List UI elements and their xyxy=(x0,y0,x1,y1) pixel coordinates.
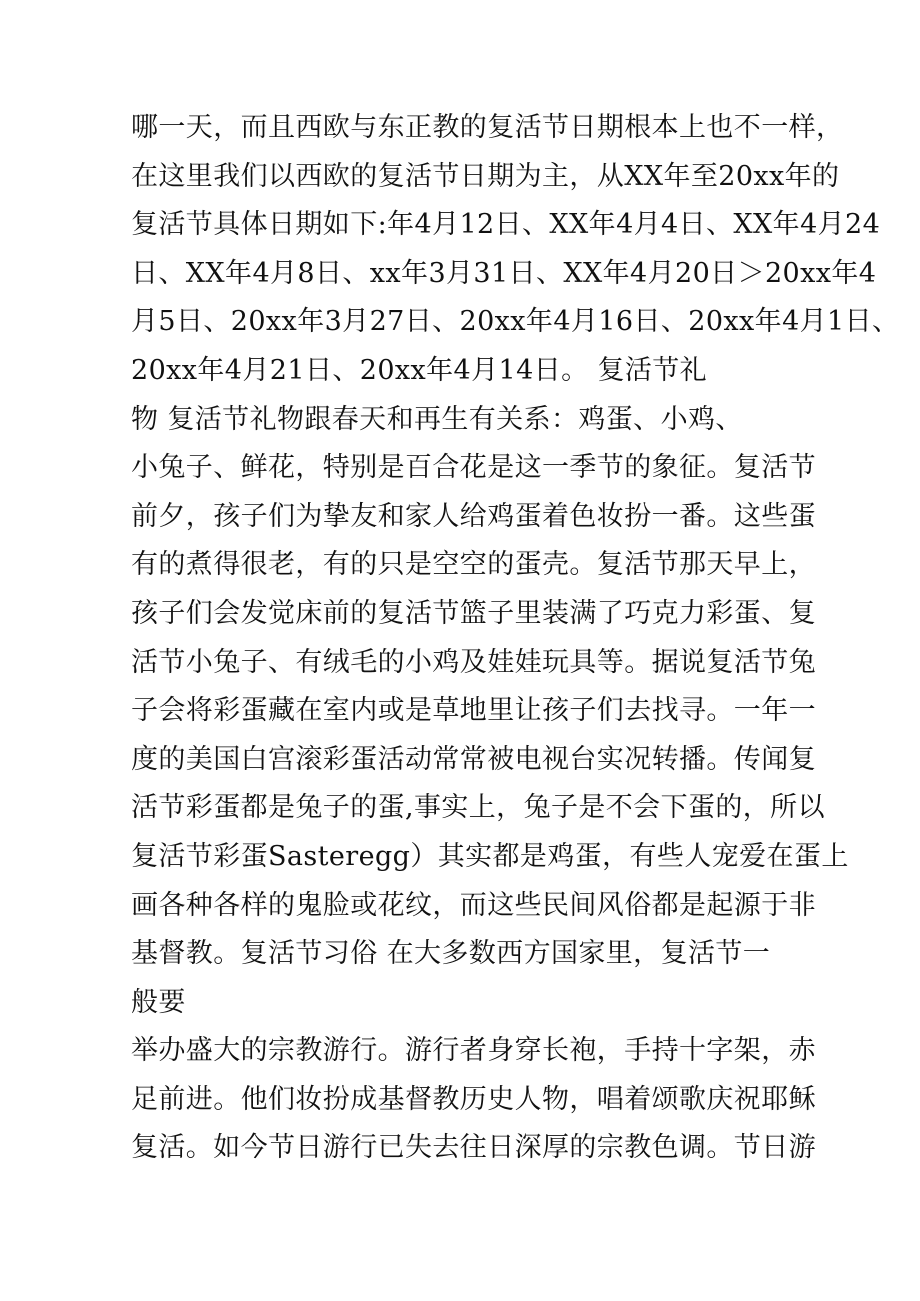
text-line: 在这里我们以西欧的复活节日期为主，从XX年至20xx年的 xyxy=(131,160,840,192)
text-line: 般要 xyxy=(131,986,186,1018)
body-text xyxy=(131,104,900,1173)
text-line: 有的煮得很老，有的只是空空的蛋壳。复活节那天早上， xyxy=(131,549,816,581)
text-line: 子会将彩蛋藏在室内或是草地里让孩子们去找寻。一年一 xyxy=(131,695,816,727)
text-line: 活节彩蛋都是兔子的蛋,事实上，兔子是不会下蛋的，所以 xyxy=(131,792,825,824)
text-line: 复活。如今节日游行已失去往日深厚的宗教色调。节日游 xyxy=(131,1132,816,1164)
text-line: 前夕，孩子们为挚友和家人给鸡蛋着色妆扮一番。这些蛋 xyxy=(131,500,816,532)
text-line: 哪一天，而且西欧与东正教的复活节日期根本上也不一样， xyxy=(131,112,844,143)
text-line: 复活节彩蛋Sasteregg）其实都是鸡蛋，有些人宠爱在蛋上 xyxy=(131,840,849,872)
text-line: 举办盛大的宗教游行。游行者身穿长袍，手持十字架，赤 xyxy=(131,1035,816,1067)
text-line: 度的美国白宫滚彩蛋活动常常被电视台实况转播。传闻复 xyxy=(131,743,816,775)
text-line: 20xx年4月21日、20xx年4月14日。 复活节礼 xyxy=(131,354,708,386)
text-line: 月5日、20xx年3月27日、20xx年4月16日、20xx年4月1日、 xyxy=(131,306,900,338)
text-line: 日、XX年4月8日、xx年3月31日、XX年4月20日＞20xx年4 xyxy=(131,257,877,289)
text-line: 孩子们会发觉床前的复活节篮子里装满了巧克力彩蛋、复 xyxy=(131,597,816,629)
text-line: 小兔子、鲜花，特别是百合花是这一季节的象征。复活节 xyxy=(131,452,816,484)
text-line: 活节小兔子、有绒毛的小鸡及娃娃玩具等。据说复活节兔 xyxy=(131,646,816,678)
text-line: 复活节具体日期如下:年4月12日、XX年4月4日、XX年4月24 xyxy=(131,209,881,241)
text-line: 基督教。复活节习俗 在大多数西方国家里，复活节一 xyxy=(131,938,771,970)
text-line: 画各种各样的鬼脸或花纹，而这些民间风俗都是起源于非 xyxy=(131,889,816,921)
text-line: 足前进。他们妆扮成基督教历史人物，唱着颂歌庆祝耶稣 xyxy=(131,1083,816,1115)
text-line: 物 复活节礼物跟春天和再生有关系：鸡蛋、小鸡、 xyxy=(131,403,743,435)
